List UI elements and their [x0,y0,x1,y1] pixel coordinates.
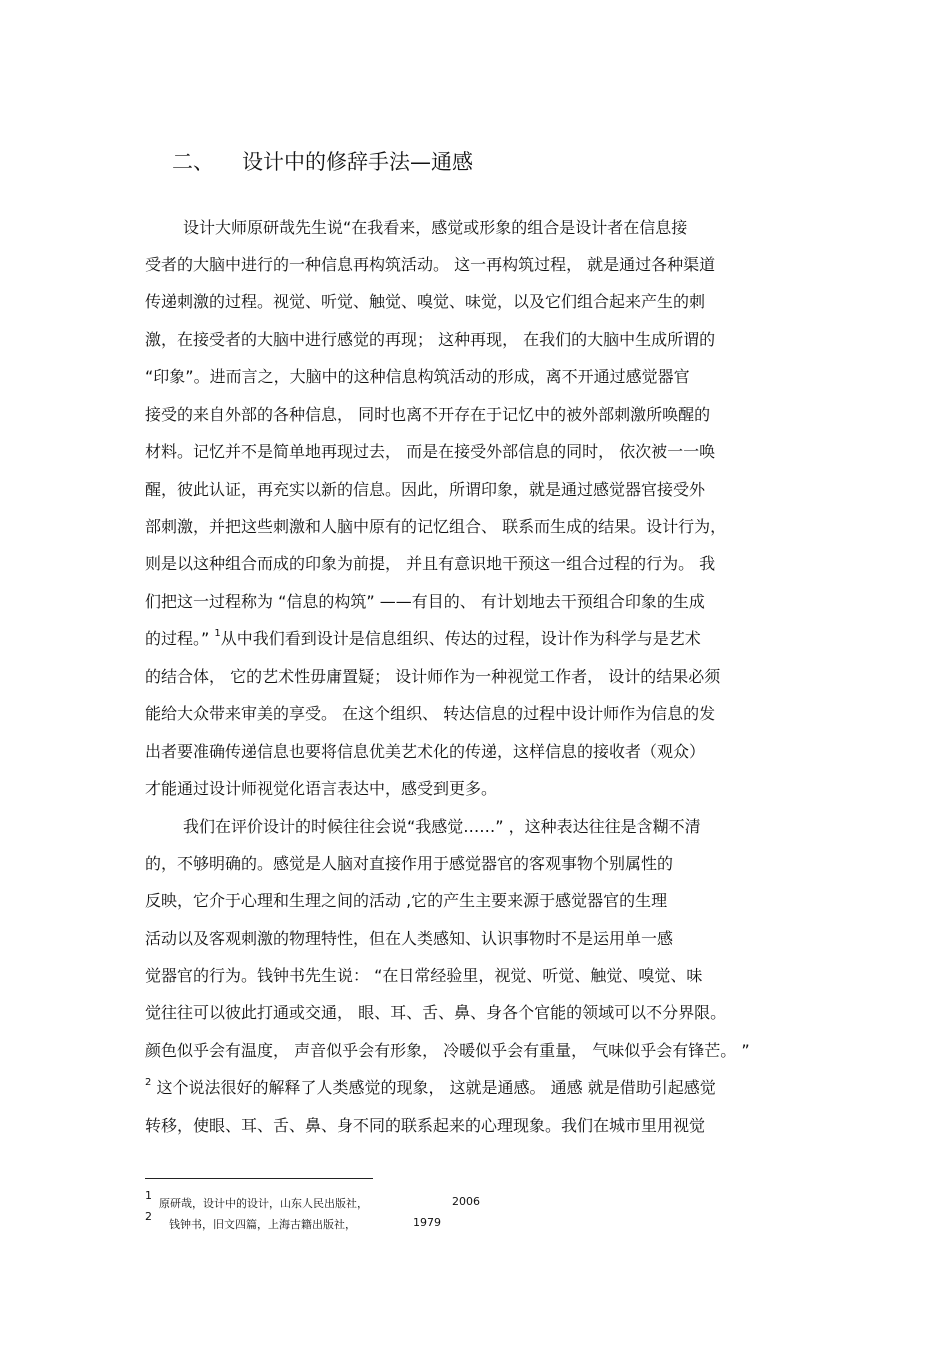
footnote-1-year: 2006 [452,1195,480,1208]
paragraph-1-line-3: 传递刺激的过程。视觉、听觉、触觉、嗅觉、味觉，以及它们组合起来产生的刺 [145,292,706,311]
paragraph-1-line-10: 则是以这种组合而成的印象为前提， 并且有意识地干预这一组合过程的行为。 我 [145,554,716,573]
paragraph-1-line-8: 醒，彼此认证，再充实以新的信息。因此，所谓印象，就是通过感觉器官接受外 [145,480,706,499]
paragraph-1-line-11: 们把这一过程称为 “信息的构筑” ——有目的、 有计划地去干预组合印象的生成 [145,592,705,611]
paragraph-1-line-2: 受者的大脑中进行的一种信息再构筑活动。 这一再构筑过程， 就是通过各种渠道 [145,255,716,274]
paragraph-1-line-1: 设计大师原研哉先生说“在我看来，感觉或形象的组合是设计者在信息接 [183,218,688,237]
paragraph-2-line-3: 反映，它介于心理和生理之间的活动 ,它的产生主要来源于感觉器官的生理 [145,891,668,910]
section-title: 设计中的修辞手法—通感 [242,150,473,174]
paragraph-1-line-7: 材料。记忆并不是简单地再现过去， 而是在接受外部信息的同时， 依次被一一唤 [145,442,716,461]
paragraph-1-line-5: “印象”。进而言之，大脑中的这种信息构筑活动的形成，离不开通过感觉器官 [145,367,690,386]
section-heading [172,146,473,176]
footnote-ref-2: 2 [145,1077,152,1088]
paragraph-1-line-9: 部刺激，并把这些刺激和人脑中原有的记忆组合、 联系而生成的结果。设计行为， [145,517,727,536]
paragraph-2-line-6: 觉往往可以彼此打通或交通， 眼、耳、舌、鼻、身各个官能的领域可以不分界限。 [145,1003,727,1022]
paragraph-2-line-8 [145,1077,716,1099]
paragraph-2-line-2: 的，不够明确的。感觉是人脑对直接作用于感觉器官的客观事物个别属性的 [145,854,674,873]
paragraph-2-line-7: 颜色似乎会有温度， 声音似乎会有形象， 冷暖似乎会有重量， 气味似乎会有锋芒。 ” [145,1041,750,1060]
paragraph-1-line-13: 的结合体， 它的艺术性毋庸置疑； 设计师作为一种视觉工作者， 设计的结果必须 [145,667,721,686]
footnote-1-text: 原研哉，设计中的设计，山东人民出版社， [159,1197,368,1210]
footnote-divider [145,1178,373,1179]
paragraph-1-line-16: 才能通过设计师视觉化语言表达中，感受到更多。 [145,779,498,798]
paragraph-2-line-9: 转移，使眼、耳、舌、鼻、身不同的联系起来的心理现象。我们在城市里用视觉 [145,1116,706,1135]
line-8-text: 这个说法很好的解释了人类感觉的现象， 这就是通感。 通感 就是借助引起感觉 [156,1078,716,1097]
footnote-2-text: 钱钟书，旧文四篇，上海古籍出版社， [169,1218,356,1231]
footnote-2-year: 1979 [413,1216,441,1229]
paragraph-1-line-4: 激，在接受者的大脑中进行感觉的再现； 这种再现， 在我们的大脑中生成所谓的 [145,330,716,349]
line-12-start: 的过程。” [145,629,210,648]
paragraph-1-line-15: 出者要准确传递信息也要将信息优美艺术化的传递，这样信息的接收者（观众） [145,742,706,761]
footnote-ref-1: 1 [214,628,221,639]
footnote-2-number: 2 [145,1210,152,1223]
paragraph-1-line-12 [145,628,701,650]
paragraph-2-line-4: 活动以及客观刺激的物理特性，但在人类感知、认识事物时不是运用单一感 [145,929,674,948]
footnote-1-number: 1 [145,1189,152,1202]
paragraph-1-line-14: 能给大众带来审美的享受。 在这个组织、 转达信息的过程中设计师作为信息的发 [145,704,716,723]
paragraph-2-line-1: 我们在评价设计的时候往往会说“我感觉……” ，这种表达往往是含糊不清 [183,817,701,836]
section-number: 二、 [172,150,214,174]
line-12-end: 从中我们看到设计是信息组织、传达的过程，设计作为科学与是艺术 [220,629,701,648]
paragraph-2-line-5: 觉器官的行为。钱钟书先生说： “在日常经验里，视觉、听觉、触觉、嗅觉、味 [145,966,703,985]
paragraph-1-line-6: 接受的来自外部的各种信息， 同时也离不开存在于记忆中的被外部刺激所唤醒的 [145,405,711,424]
